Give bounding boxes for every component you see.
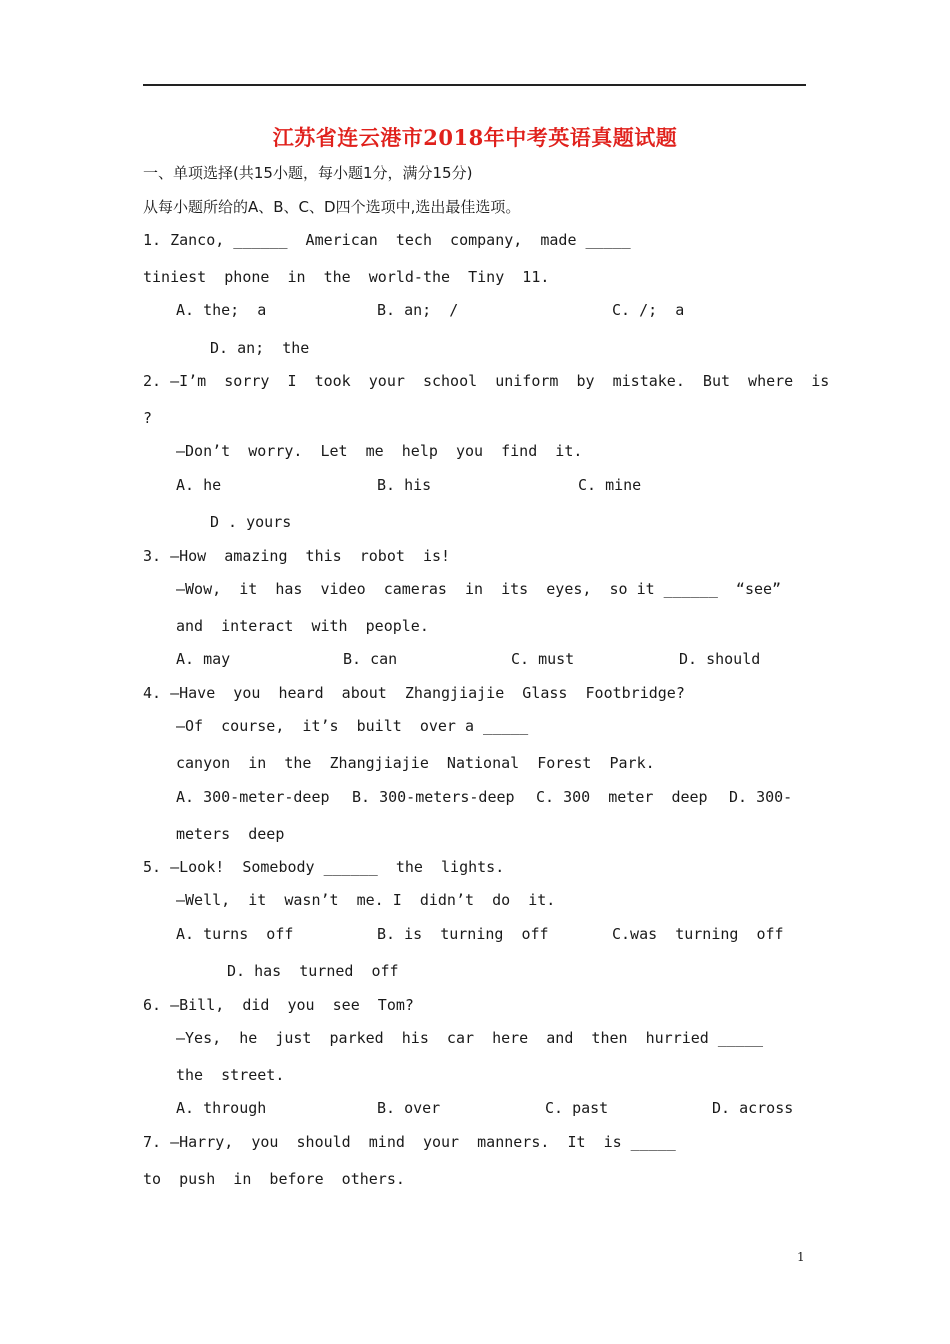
q5-option-d: D. has turned off <box>227 962 399 980</box>
q2-response: —Don’t worry. Let me help you find it. <box>176 442 583 460</box>
q3-option-d: D. should <box>679 650 761 668</box>
q4-option-b: B. 300-meters-deep <box>352 788 515 806</box>
q6-response-line2: the street. <box>176 1066 285 1084</box>
q1-option-d: D. an; the <box>210 339 310 357</box>
q4-response-line1: —Of course, it’s built over a _____ <box>176 717 529 735</box>
q2-option-d: D . yours <box>210 513 292 531</box>
document-title: 江苏省连云港市2018年中考英语真题试题 <box>272 125 678 150</box>
q3-stem-line1: 3. —How amazing this robot is! <box>143 547 451 565</box>
q7-stem-line2: to push in before others. <box>143 1170 405 1188</box>
q1-stem-line2: tiniest phone in the world-the Tiny 11. <box>143 268 550 286</box>
q2-stem-line2: ? <box>143 409 153 427</box>
q6-option-c: C. past <box>545 1099 609 1117</box>
q2-option-c: C. mine <box>578 476 642 494</box>
q2-option-a: A. he <box>176 476 222 494</box>
q6-response-line1: —Yes, he just parked his car here and then hurried _____ <box>176 1029 763 1047</box>
q1-option-b: B. an; / <box>377 301 459 319</box>
q5-option-c: C.was turning off <box>612 925 784 943</box>
q2-stem-line1: 2. —I’m sorry I took your school uniform by mistake. But where is <box>143 372 830 390</box>
q3-response-line1: —Wow, it has video cameras in its eyes, so it ______ “see” <box>176 580 782 598</box>
instruction: 从每小题所给的A、B、C、D四个选项中,选出最佳选项。 <box>143 198 521 216</box>
q4-option-a: A. 300-meter-deep <box>176 788 330 806</box>
q5-response: —Well, it wasn’t me. I didn’t do it. <box>176 891 556 909</box>
q1-option-c: C. /; a <box>612 301 685 319</box>
page-number: 1 <box>797 1250 805 1264</box>
q1-stem-line1: 1. Zanco, ______ American tech company, made _____ <box>143 231 631 249</box>
q3-option-c: C. must <box>511 650 575 668</box>
q4-response-line2: canyon in the Zhangjiajie National Forest Park. <box>176 754 655 772</box>
q5-option-b: B. is turning off <box>377 925 549 943</box>
q3-option-a: A. may <box>176 650 231 668</box>
q3-response-line2: and interact with people. <box>176 617 429 635</box>
q4-option-d: D. 300- <box>729 788 793 806</box>
q7-stem-line1: 7. —Harry, you should mind your manners. It is _____ <box>143 1133 676 1151</box>
q6-option-d: D. across <box>712 1099 794 1117</box>
q6-option-b: B. over <box>377 1099 441 1117</box>
q4-stem-line1: 4. —Have you heard about Zhangjiajie Glass Footbridge? <box>143 684 685 702</box>
header-rule <box>143 84 806 86</box>
q6-option-a: A. through <box>176 1099 267 1117</box>
q4-option-c: C. 300 meter deep <box>536 788 708 806</box>
q1-option-a: A. the; a <box>176 301 267 319</box>
q4-option-d-continued: meters deep <box>176 825 285 843</box>
q2-option-b: B. his <box>377 476 432 494</box>
section-heading: 一、单项选择(共15小题，每小题1分，满分15分) <box>143 164 473 182</box>
q5-option-a: A. turns off <box>176 925 294 943</box>
q6-stem-line1: 6. —Bill, did you see Tom? <box>143 996 414 1014</box>
q3-option-b: B. can <box>343 650 398 668</box>
q5-stem-line1: 5. —Look! Somebody ______ the lights. <box>143 858 505 876</box>
